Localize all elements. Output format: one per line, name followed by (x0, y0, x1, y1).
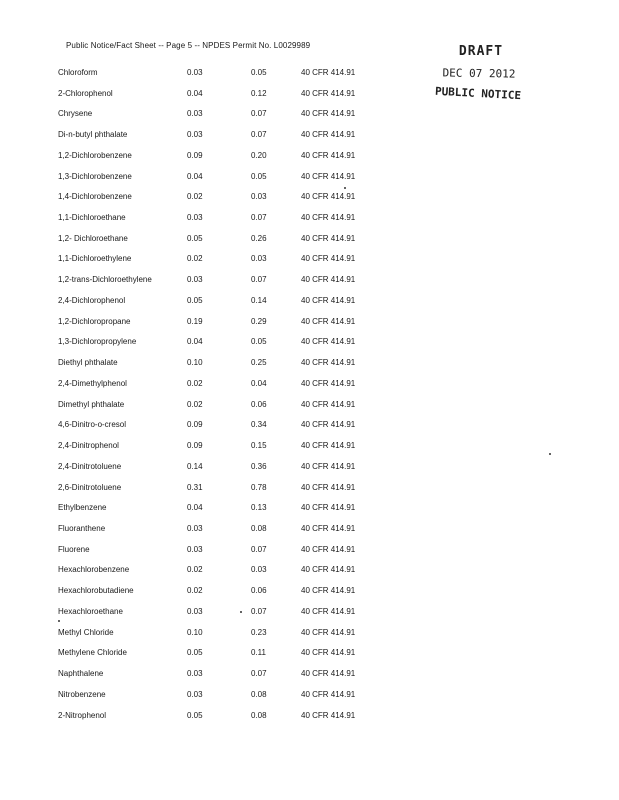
table-row (58, 622, 381, 643)
regulation-citation: 40 CFR 414.91 (301, 482, 356, 492)
daily-avg-limit: 0.03 (187, 689, 203, 699)
daily-avg-limit: 0.09 (187, 420, 203, 430)
pollutant-name: 4,6-Dinitro-o-cresol (58, 420, 127, 430)
pollutant-name: 1,2-Dichlorobenzene (58, 150, 132, 160)
daily-max-limit: 0.34 (251, 420, 267, 430)
daily-avg-limit: 0.03 (187, 67, 203, 77)
daily-max-limit: 0.36 (251, 461, 267, 471)
table-row (58, 186, 381, 207)
table-row (58, 684, 381, 705)
pollutant-name: Nitrobenzene (58, 689, 106, 699)
daily-max-limit: 0.05 (251, 337, 267, 347)
table-row (58, 332, 381, 353)
regulation-citation: 40 CFR 414.91 (301, 254, 356, 264)
daily-max-limit: 0.07 (251, 669, 267, 679)
daily-max-limit: 0.08 (251, 710, 267, 720)
table-row (58, 394, 381, 415)
pollutant-name: Chrysene (58, 109, 93, 119)
stamp-public-notice-text: PUBLIC NOTICE (434, 84, 522, 103)
table-row (58, 435, 381, 456)
pollutant-name: 1,2-trans-Dichloroethylene (58, 275, 152, 285)
table-row (58, 83, 381, 104)
stamp-date-text: DEC 07 2012 (442, 66, 516, 81)
regulation-citation: 40 CFR 414.91 (301, 420, 356, 430)
daily-avg-limit: 0.03 (187, 213, 203, 222)
table-row (58, 228, 381, 249)
pollutant-name: Di-n-butyl phthalate (58, 130, 128, 140)
pollutant-name: Hexachlorobutadiene (58, 586, 134, 596)
pollutant-name: 1,2-Dichloropropane (58, 316, 131, 326)
scan-speck (240, 611, 242, 613)
daily-max-limit: 0.25 (251, 358, 267, 368)
daily-avg-limit: 0.03 (187, 275, 203, 285)
pollutant-name: 1,1-Dichloroethane (58, 213, 126, 222)
pollutant-name: Fluorene (58, 544, 90, 554)
scan-speck (549, 453, 551, 455)
daily-avg-limit: 0.03 (187, 109, 203, 119)
table-row (58, 601, 381, 622)
daily-avg-limit: 0.09 (187, 441, 203, 451)
daily-max-limit: 0.08 (251, 524, 267, 534)
regulation-citation: 40 CFR 414.91 (301, 441, 356, 451)
regulation-citation: 40 CFR 414.91 (301, 192, 356, 202)
regulation-citation: 40 CFR 414.91 (301, 669, 356, 679)
daily-max-limit: 0.14 (251, 295, 267, 305)
table-row (58, 207, 381, 228)
daily-max-limit: 0.06 (251, 399, 267, 409)
daily-max-limit: 0.05 (251, 171, 267, 181)
regulation-citation: 40 CFR 414.91 (301, 399, 356, 409)
daily-avg-limit: 0.05 (187, 648, 203, 658)
table-row (58, 560, 381, 581)
daily-avg-limit: 0.03 (187, 130, 203, 140)
regulation-citation: 40 CFR 414.91 (301, 109, 356, 119)
daily-avg-limit: 0.03 (187, 544, 203, 554)
daily-max-limit: 0.23 (251, 627, 267, 637)
pollutant-name: 1,3-Dichloropropylene (58, 337, 137, 347)
daily-max-limit: 0.07 (251, 275, 267, 285)
table-row (58, 124, 381, 145)
pollutant-name: 1,3-Dichlorobenzene (58, 171, 132, 181)
daily-avg-limit: 0.05 (187, 295, 203, 305)
draft-stamp (428, 44, 528, 103)
table-row (58, 269, 381, 290)
daily-avg-limit: 0.14 (187, 461, 203, 471)
daily-max-limit: 0.04 (251, 378, 267, 388)
pollutant-name: Ethylbenzene (58, 503, 107, 513)
regulation-citation: 40 CFR 414.91 (301, 88, 356, 98)
table-row (58, 352, 381, 373)
daily-avg-limit: 0.04 (187, 503, 203, 513)
daily-avg-limit: 0.19 (187, 316, 203, 326)
table-row (58, 705, 381, 726)
table-row (58, 497, 381, 518)
page-header: Public Notice/Fact Sheet -- Page 5 -- NPDES Permit No. L0029989 (66, 41, 311, 50)
daily-max-limit: 0.03 (251, 565, 267, 575)
regulation-citation: 40 CFR 414.91 (301, 358, 356, 368)
table-row (58, 456, 381, 477)
table-row (58, 166, 381, 187)
regulation-citation: 40 CFR 414.91 (301, 565, 356, 575)
daily-max-limit: 0.26 (251, 233, 267, 243)
regulation-citation: 40 CFR 414.91 (301, 503, 356, 513)
daily-avg-limit: 0.04 (187, 337, 203, 347)
daily-avg-limit: 0.10 (187, 627, 203, 637)
daily-avg-limit: 0.31 (187, 482, 203, 492)
daily-avg-limit: 0.02 (187, 399, 203, 409)
regulation-citation: 40 CFR 414.91 (301, 648, 356, 658)
regulation-citation: 40 CFR 414.91 (301, 150, 356, 160)
table-row (58, 663, 381, 684)
pollutant-name: Hexachlorobenzene (58, 565, 130, 575)
pollutant-name: 2-Chlorophenol (58, 88, 113, 98)
regulation-citation: 40 CFR 414.91 (301, 171, 356, 181)
daily-avg-limit: 0.04 (187, 88, 203, 98)
regulation-citation: 40 CFR 414.91 (301, 710, 356, 720)
daily-max-limit: 0.07 (251, 130, 267, 140)
daily-max-limit: 0.08 (251, 689, 267, 699)
daily-avg-limit: 0.03 (187, 524, 203, 534)
regulation-citation: 40 CFR 414.91 (301, 67, 356, 77)
pollutant-limits-table (58, 62, 381, 726)
pollutant-name: Dimethyl phthalate (58, 399, 125, 409)
daily-max-limit: 0.07 (251, 109, 267, 119)
table-row (58, 311, 381, 332)
table-row (58, 249, 381, 270)
pollutant-name: 2,6-Dinitrotoluene (58, 482, 122, 492)
regulation-citation: 40 CFR 414.91 (301, 606, 356, 616)
table-row (58, 539, 381, 560)
daily-avg-limit: 0.02 (187, 586, 203, 596)
pollutant-name: Diethyl phthalate (58, 358, 118, 368)
pollutant-name: Fluoranthene (58, 524, 106, 534)
pollutant-name: Hexachloroethane (58, 606, 123, 616)
table-row (58, 518, 381, 539)
daily-max-limit: 0.07 (251, 544, 267, 554)
pollutant-name: 2,4-Dichlorophenol (58, 295, 126, 305)
regulation-citation: 40 CFR 414.91 (301, 233, 356, 243)
regulation-citation: 40 CFR 414.91 (301, 378, 356, 388)
scan-speck (344, 187, 346, 189)
table-row (58, 580, 381, 601)
daily-avg-limit: 0.05 (187, 233, 203, 243)
daily-avg-limit: 0.03 (187, 669, 203, 679)
pollutant-name: 1,2- Dichloroethane (58, 233, 128, 243)
daily-max-limit: 0.12 (251, 88, 267, 98)
daily-max-limit: 0.05 (251, 67, 267, 77)
regulation-citation: 40 CFR 414.91 (301, 295, 356, 305)
table-row (58, 103, 381, 124)
daily-max-limit: 0.13 (251, 503, 267, 513)
table-row (58, 414, 381, 435)
table-row (58, 373, 381, 394)
daily-max-limit: 0.29 (251, 316, 267, 326)
daily-max-limit: 0.07 (251, 606, 267, 616)
pollutant-name: 2,4-Dinitrotoluene (58, 461, 122, 471)
daily-max-limit: 0.11 (251, 648, 266, 658)
table-row (58, 290, 381, 311)
pollutant-name: 2-Nitrophenol (58, 710, 107, 720)
regulation-citation: 40 CFR 414.91 (301, 275, 356, 285)
table-row (58, 643, 381, 664)
daily-avg-limit: 0.09 (187, 150, 203, 160)
pollutant-name: 1,1-Dichloroethylene (58, 254, 132, 264)
regulation-citation: 40 CFR 414.91 (301, 337, 356, 347)
daily-avg-limit: 0.10 (187, 358, 203, 368)
regulation-citation: 40 CFR 414.91 (301, 316, 356, 326)
table-row (58, 145, 381, 166)
pollutant-name: 2,4-Dinitrophenol (58, 441, 119, 451)
daily-max-limit: 0.03 (251, 254, 267, 264)
regulation-citation: 40 CFR 414.91 (301, 627, 356, 637)
daily-avg-limit: 0.02 (187, 378, 203, 388)
daily-avg-limit: 0.03 (187, 606, 203, 616)
regulation-citation: 40 CFR 414.91 (301, 213, 356, 222)
daily-avg-limit: 0.02 (187, 565, 203, 575)
daily-max-limit: 0.15 (251, 441, 267, 451)
scan-speck (58, 620, 60, 622)
pollutant-name: 1,4-Dichlorobenzene (58, 192, 132, 202)
regulation-citation: 40 CFR 414.91 (301, 586, 356, 596)
daily-max-limit: 0.07 (251, 213, 267, 222)
daily-avg-limit: 0.04 (187, 171, 203, 181)
pollutant-name: Chloroform (58, 67, 98, 77)
pollutant-name: Methyl Chloride (58, 627, 114, 637)
regulation-citation: 40 CFR 414.91 (301, 544, 356, 554)
pollutant-name: Naphthalene (58, 669, 104, 679)
regulation-citation: 40 CFR 414.91 (301, 130, 356, 140)
table-row (58, 477, 381, 498)
daily-avg-limit: 0.05 (187, 710, 203, 720)
pollutant-name: 2,4-Dimethylphenol (58, 378, 127, 388)
daily-avg-limit: 0.02 (187, 192, 203, 202)
regulation-citation: 40 CFR 414.91 (301, 461, 356, 471)
table-row (58, 62, 381, 83)
daily-max-limit: 0.06 (251, 586, 267, 596)
daily-max-limit: 0.20 (251, 150, 267, 160)
stamp-draft-text: DRAFT (458, 44, 504, 59)
regulation-citation: 40 CFR 414.91 (301, 524, 356, 534)
regulation-citation: 40 CFR 414.91 (301, 689, 356, 699)
daily-max-limit: 0.03 (251, 192, 267, 202)
pollutant-name: Methylene Chloride (58, 648, 127, 658)
daily-avg-limit: 0.02 (187, 254, 203, 264)
daily-max-limit: 0.78 (251, 482, 267, 492)
